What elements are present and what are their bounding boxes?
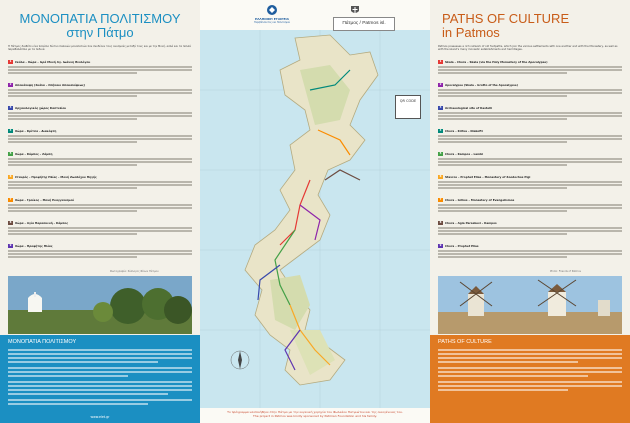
- route-description-line: [438, 256, 567, 258]
- route-description-line: [8, 66, 192, 68]
- route-number-badge: 4: [9, 129, 12, 132]
- route-heading: [438, 129, 622, 134]
- elet-emblem-icon: [266, 4, 278, 16]
- route-item: [438, 175, 622, 189]
- route-description-line: [8, 184, 192, 186]
- info-text-line: [8, 349, 192, 351]
- route-number-badge: 8: [439, 221, 442, 224]
- route-item: [8, 83, 192, 97]
- route-number-badge: 4: [439, 129, 442, 132]
- route-item: [438, 60, 622, 74]
- route-item: [8, 221, 192, 235]
- route-heading: [438, 60, 622, 65]
- route-number-badge: 3: [439, 106, 442, 109]
- route-heading: [438, 152, 622, 157]
- route-title: Chora – Grikos – Monastery of Evangelismos: [445, 198, 515, 202]
- info-text-line: [8, 393, 168, 395]
- route-heading: [8, 175, 192, 180]
- route-title: Chora – Prophet Elias: [445, 244, 479, 248]
- route-heading: [438, 221, 622, 226]
- route-heading: [8, 129, 192, 134]
- route-description-line: [438, 187, 567, 189]
- route-heading: [8, 106, 192, 111]
- route-title: Χώρα – Αγία Παρασκευή – Κάμπος: [15, 221, 68, 225]
- route-description-line: [8, 187, 137, 189]
- route-number-badge: 7: [439, 198, 442, 201]
- route-description-line: [8, 141, 137, 143]
- route-title: Archaeological site of Kastelli: [445, 106, 492, 110]
- info-text-line: [438, 375, 588, 377]
- route-item: [8, 60, 192, 74]
- route-description-line: [438, 230, 622, 232]
- qr-code[interactable]: [395, 95, 421, 119]
- info-text-line: [438, 367, 622, 369]
- route-item: [438, 198, 622, 212]
- route-description-line: [438, 118, 567, 120]
- english-info-box: [430, 335, 630, 423]
- route-heading: [438, 175, 622, 180]
- greek-photo: [8, 276, 192, 334]
- route-description-line: [8, 253, 192, 255]
- route-title: Chora – Kritsa – Diakofti: [445, 129, 483, 133]
- greek-info-title: ΜΟΝΟΠΑΤΙΑ ΠΟΛΙΤΙΣΜΟΥ: [8, 339, 77, 345]
- route-title: Σκάλα – Χώρα – Ιερά Μονή Αγ. Ιωάννη Θεολόγου: [15, 60, 91, 64]
- route-description-line: [438, 233, 567, 235]
- greek-coat-of-arms-icon: [349, 4, 361, 16]
- sponsor-footnote-greek: Το πρόγραμμα υλοποιήθηκε στην Πάτμο με την ευγενική χορηγία του Φωλεάου Πατμιώτου και της οικογένειας του.: [227, 410, 403, 414]
- route-description-line: [8, 69, 192, 71]
- route-item: [438, 152, 622, 166]
- english-info-title: PATHS OF CULTURE: [438, 339, 492, 345]
- route-description-line: [438, 164, 567, 166]
- route-description-line: [438, 210, 567, 212]
- info-text-line: [8, 367, 192, 369]
- patmos-map: [200, 30, 430, 408]
- route-number-badge: 9: [9, 244, 12, 247]
- route-number-badge: 9: [439, 244, 442, 247]
- route-description-line: [8, 135, 192, 137]
- route-description-line: [438, 135, 622, 137]
- route-description-line: [438, 138, 622, 140]
- info-text-line: [438, 385, 622, 387]
- sponsor-footnote: [200, 410, 430, 418]
- route-description-line: [8, 138, 192, 140]
- route-item: [8, 244, 192, 258]
- route-number-badge: 5: [439, 152, 442, 155]
- route-item: [8, 152, 192, 166]
- route-description-line: [8, 72, 137, 74]
- greek-intro: Η Πάτμος διαθέτει ένα πλούσιο δίκτυο παλαιών μονοπατιών που συνδέουν τους οικισμούς μεταξύ τους και με την Μονή, αλλά και τα πολλά παραθαλάσσια με τα πεδινά.: [8, 45, 191, 52]
- route-title: Stavros – Prophet Elias – Monastery of Zoodochos Pigi: [445, 175, 531, 179]
- route-title: Χώρα – Κρίτσα – Διακόφτη: [15, 129, 57, 133]
- route-description-line: [438, 66, 622, 68]
- info-text-line: [8, 403, 148, 405]
- route-description-line: [438, 141, 567, 143]
- route-item: [8, 106, 192, 120]
- route-description-line: [8, 158, 192, 160]
- route-title: Χώρα – Κάμπος – Λάμπη: [15, 152, 53, 156]
- route-heading: [438, 83, 622, 88]
- info-text-line: [438, 381, 622, 383]
- greek-title: [0, 0, 200, 40]
- route-description-line: [8, 210, 137, 212]
- website-link[interactable]: www.elet.gr: [90, 415, 110, 419]
- route-title: Apocalypse (Skala – Grotto of the Apocalypse): [445, 83, 518, 87]
- route-description-line: [8, 256, 137, 258]
- route-description-line: [438, 69, 622, 71]
- route-description-line: [438, 112, 622, 114]
- route-item: [438, 106, 622, 120]
- route-item: [438, 129, 622, 143]
- route-description-line: [438, 95, 567, 97]
- route-description-line: [8, 92, 192, 94]
- english-photo: [438, 276, 622, 334]
- route-heading: [8, 221, 192, 226]
- english-title: [430, 0, 630, 40]
- route-heading: [8, 244, 192, 249]
- info-text-line: [438, 371, 622, 373]
- route-title: Χώρα – Γροίκος – Μονή Ευαγγελισμού: [15, 198, 75, 202]
- map-title: Πάτμος / Patmos isl.: [333, 17, 395, 31]
- route-description-line: [8, 250, 192, 252]
- info-text-line: [8, 357, 192, 359]
- route-description-line: [438, 89, 622, 91]
- info-text-line: [8, 389, 192, 391]
- map-panel: [200, 0, 430, 423]
- elet-subtitle: Περιβάλλοντος και Πολιτισμού: [254, 21, 290, 24]
- route-title: Chora – Kampos – Lambi: [445, 152, 484, 156]
- route-description-line: [8, 95, 137, 97]
- route-number-badge: 3: [9, 106, 12, 109]
- route-description-line: [8, 118, 137, 120]
- route-description-line: [438, 92, 622, 94]
- route-description-line: [438, 204, 622, 206]
- english-photo-credit: Photo: Friends of Patmos: [550, 270, 581, 273]
- greek-photo-credit: Φωτογραφία: Σύλλογος Φίλων Πάτμου: [110, 270, 159, 273]
- route-heading: [8, 198, 192, 203]
- greek-title-line2: στην Πάτμο: [66, 25, 134, 40]
- route-number-badge: 5: [9, 152, 12, 155]
- info-text-line: [8, 399, 192, 401]
- route-number-badge: 2: [439, 83, 442, 86]
- route-number-badge: 8: [9, 221, 12, 224]
- route-number-badge: 1: [439, 60, 442, 63]
- route-description-line: [438, 227, 622, 229]
- route-number-badge: 1: [9, 60, 12, 63]
- route-description-line: [8, 112, 192, 114]
- english-title-line1: PATHS OF CULTURE: [442, 11, 570, 26]
- route-description-line: [438, 181, 622, 183]
- route-description-line: [8, 230, 192, 232]
- english-title-line2: in Patmos: [442, 25, 500, 40]
- sponsor-footnote-english: The project in Patmos was kindly sponsored by Patmian Foundation and his family.: [253, 414, 377, 418]
- info-text-line: [8, 353, 192, 355]
- route-description-line: [438, 207, 622, 209]
- route-heading: [8, 60, 192, 65]
- route-description-line: [438, 72, 567, 74]
- route-description-line: [8, 207, 192, 209]
- info-text-line: [8, 361, 158, 363]
- route-description-line: [8, 115, 192, 117]
- route-heading: [8, 83, 192, 88]
- elet-name: ΕΛΛΗΝΙΚΗ ΕΤΑΙΡΕΙΑ: [255, 17, 289, 21]
- qr-code-label: QR CODE: [399, 99, 417, 103]
- route-item: [8, 198, 192, 212]
- route-item: [8, 129, 192, 143]
- chapel-landscape-photo: [8, 276, 192, 334]
- route-item: [438, 83, 622, 97]
- route-number-badge: 6: [439, 175, 442, 178]
- greek-panel: [0, 0, 200, 423]
- route-number-badge: 6: [9, 175, 12, 178]
- info-text-line: [8, 375, 128, 377]
- route-heading: [438, 244, 622, 249]
- route-description-line: [8, 204, 192, 206]
- route-title: Χώρα – Προφήτης Ηλίας: [15, 244, 53, 248]
- route-title: Αποκάλυψη (Σκάλα – Σπήλαιο Αποκαλύψεως): [15, 83, 85, 87]
- windmills-photo: [438, 276, 622, 334]
- route-description-line: [8, 164, 137, 166]
- info-text-line: [438, 349, 622, 351]
- english-intro: Patmos possesses a rich network of old footpaths, which join the various settlements with one another and with the Monastery, as well as with the island's many monastic establishments and hermitages.: [438, 45, 618, 52]
- route-description-line: [8, 181, 192, 183]
- route-heading: [438, 106, 622, 111]
- route-title: Chora – Agia Paraskevi – Kampos: [445, 221, 497, 225]
- elet-logo: [242, 4, 302, 24]
- route-description-line: [8, 161, 192, 163]
- route-description-line: [438, 253, 622, 255]
- route-title: Αρχαιολογικός χώρος Καστελίου: [15, 106, 67, 110]
- english-panel: [430, 0, 630, 423]
- info-text-line: [8, 385, 192, 387]
- route-title: Σταυρός – Προφήτης Ηλίας – Μονή Ζωοδόχου Πηγής: [15, 175, 97, 179]
- route-description-line: [438, 161, 622, 163]
- info-text-line: [8, 371, 192, 373]
- info-text-line: [8, 381, 192, 383]
- greek-title-line1: ΜΟΝΟΠΑΤΙΑ ΠΟΛΙΤΙΣΜΟΥ: [19, 11, 181, 26]
- route-description-line: [8, 89, 192, 91]
- route-item: [438, 244, 622, 258]
- greek-info-box: [0, 335, 200, 423]
- info-text-line: [438, 353, 622, 355]
- route-description-line: [438, 115, 622, 117]
- info-text-line: [438, 357, 622, 359]
- route-number-badge: 2: [9, 83, 12, 86]
- route-description-line: [8, 227, 192, 229]
- route-heading: [438, 198, 622, 203]
- route-heading: [8, 152, 192, 157]
- info-text-line: [438, 361, 578, 363]
- info-text-line: [438, 389, 568, 391]
- route-description-line: [438, 250, 622, 252]
- route-title: Skala – Chora – Skala (via the Holy Monastery of the Apocalypse): [445, 60, 548, 64]
- route-description-line: [438, 158, 622, 160]
- route-item: [8, 175, 192, 189]
- route-item: [438, 221, 622, 235]
- route-description-line: [8, 233, 137, 235]
- route-number-badge: 7: [9, 198, 12, 201]
- route-description-line: [438, 184, 622, 186]
